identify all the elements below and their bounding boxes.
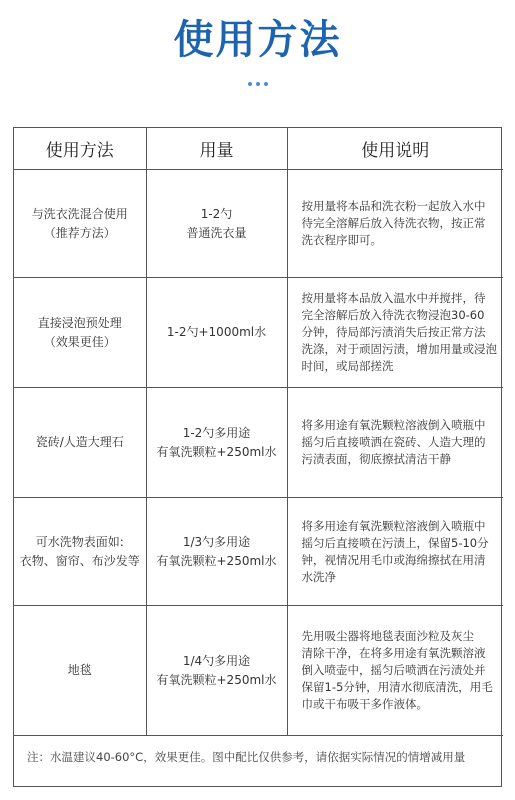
instructions-text: 清除干净，在将多用途有氧洗颗溶液 — [301, 646, 486, 660]
dosage-cell — [146, 170, 287, 278]
method-text: 直接浸泡预处理 — [37, 315, 122, 330]
instructions-text: 倒入喷壶中，摇匀后喷洒在污渍处并 — [301, 663, 486, 677]
instructions-text: 水洗净 — [301, 569, 336, 584]
instructions-text: 按用量将本品和洗衣粉一起放入水中 — [301, 199, 486, 213]
instructions-cell — [287, 606, 503, 736]
instructions-text: 钟，视情况用毛巾或海绵擦拭在用清 — [301, 552, 486, 567]
decoration-dot — [264, 82, 268, 86]
header-method: 使用方法 — [14, 128, 146, 170]
instructions-cell — [287, 278, 503, 388]
table-row — [14, 498, 503, 606]
method-cell — [14, 170, 146, 278]
title-decoration-dots — [0, 82, 515, 86]
dosage-text: 有氧洗颗粒+250ml水 — [156, 444, 277, 459]
dosage-text: 1-2勺多用途 — [182, 425, 251, 440]
instructions-text: 将多用途有氧洗颗粒溶液倒入喷瓶中 — [301, 518, 486, 533]
dosage-text: 1-2勺 — [200, 206, 233, 221]
dosage-text: 有氧洗颗粒+250ml水 — [156, 553, 277, 568]
dosage-cell — [146, 278, 287, 388]
header-instructions: 使用说明 — [287, 128, 503, 170]
dosage-text: 有氧洗颗粒+250ml水 — [156, 672, 277, 687]
instructions-text: 摇匀后直接喷洒在瓷砖、人造大理的 — [301, 435, 486, 449]
method-text: 可水洗物表面如: — [35, 534, 124, 549]
method-text: （效果更佳） — [43, 334, 116, 349]
method-cell — [14, 498, 146, 606]
instructions-text: 分钟，待局部污渍消失后按正常方法 — [301, 325, 486, 339]
instructions-cell — [287, 388, 503, 498]
table-row — [14, 170, 503, 278]
instructions-text: 洗衣程序即可。 — [301, 233, 382, 247]
method-text: 衣物、窗帘、布沙发等 — [19, 553, 140, 568]
instructions-cell — [287, 170, 503, 278]
method-text: 地毯 — [67, 663, 92, 677]
page-title: 使用方法 — [173, 17, 342, 63]
instructions-text: 巾或干布吸干多作液体。 — [301, 697, 428, 711]
table-row — [14, 606, 503, 736]
instructions-text: 先用吸尘器将地毯表面沙粒及灰尘 — [301, 629, 474, 643]
dosage-cell — [146, 388, 287, 498]
method-cell — [14, 278, 146, 388]
instructions-text: 时间，或局部搓洗 — [301, 359, 394, 373]
method-text: （推荐方法） — [43, 225, 116, 240]
decoration-dot — [248, 82, 252, 86]
usage-table — [13, 127, 502, 787]
method-cell — [14, 606, 146, 736]
dosage-text: 1/3勺多用途 — [182, 534, 251, 549]
instructions-text: 完全溶解后放入待洗衣物浸泡30-60 — [301, 308, 485, 322]
instructions-text: 将多用途有氧洗颗粒溶液倒入喷瓶中 — [301, 418, 486, 432]
table-header-row — [14, 128, 503, 170]
instructions-text: 洗涤，对于顽固污渍，增加用量或浸泡 — [301, 342, 497, 356]
note-row — [14, 736, 503, 779]
table-row — [14, 388, 503, 498]
decoration-dot — [256, 82, 260, 86]
method-text: 瓷砖/人造大理石 — [35, 435, 124, 449]
dosage-cell — [146, 498, 287, 606]
dosage-text: 1-2勺+1000ml水 — [166, 325, 267, 339]
method-cell — [14, 388, 146, 498]
instructions-text: 待完全溶解后放入待洗衣物，按正常 — [301, 216, 486, 230]
method-text: 与洗衣洗混合使用 — [31, 206, 128, 221]
instructions-cell — [287, 498, 503, 606]
dosage-cell — [146, 606, 287, 736]
instructions-text: 污渍表面，彻底擦拭清洁干静 — [301, 452, 451, 466]
table-row — [14, 278, 503, 388]
header-dosage: 用量 — [146, 128, 287, 170]
instructions-text: 按用量将本品放入温水中并搅拌，待 — [301, 291, 486, 305]
instructions-text: 保留1-5分钟，用清水彻底清洗，用毛 — [301, 680, 493, 694]
dosage-text: 1/4勺多用途 — [182, 653, 251, 668]
dosage-text: 普通洗衣量 — [186, 225, 247, 240]
instructions-text: 摇匀后直接喷在污渍上，保留5-10分 — [301, 535, 489, 550]
footnote: 注：水温建议40-60°C，效果更佳。图中配比仅供参考，请依据实际情况的情增减用量 — [14, 736, 503, 779]
